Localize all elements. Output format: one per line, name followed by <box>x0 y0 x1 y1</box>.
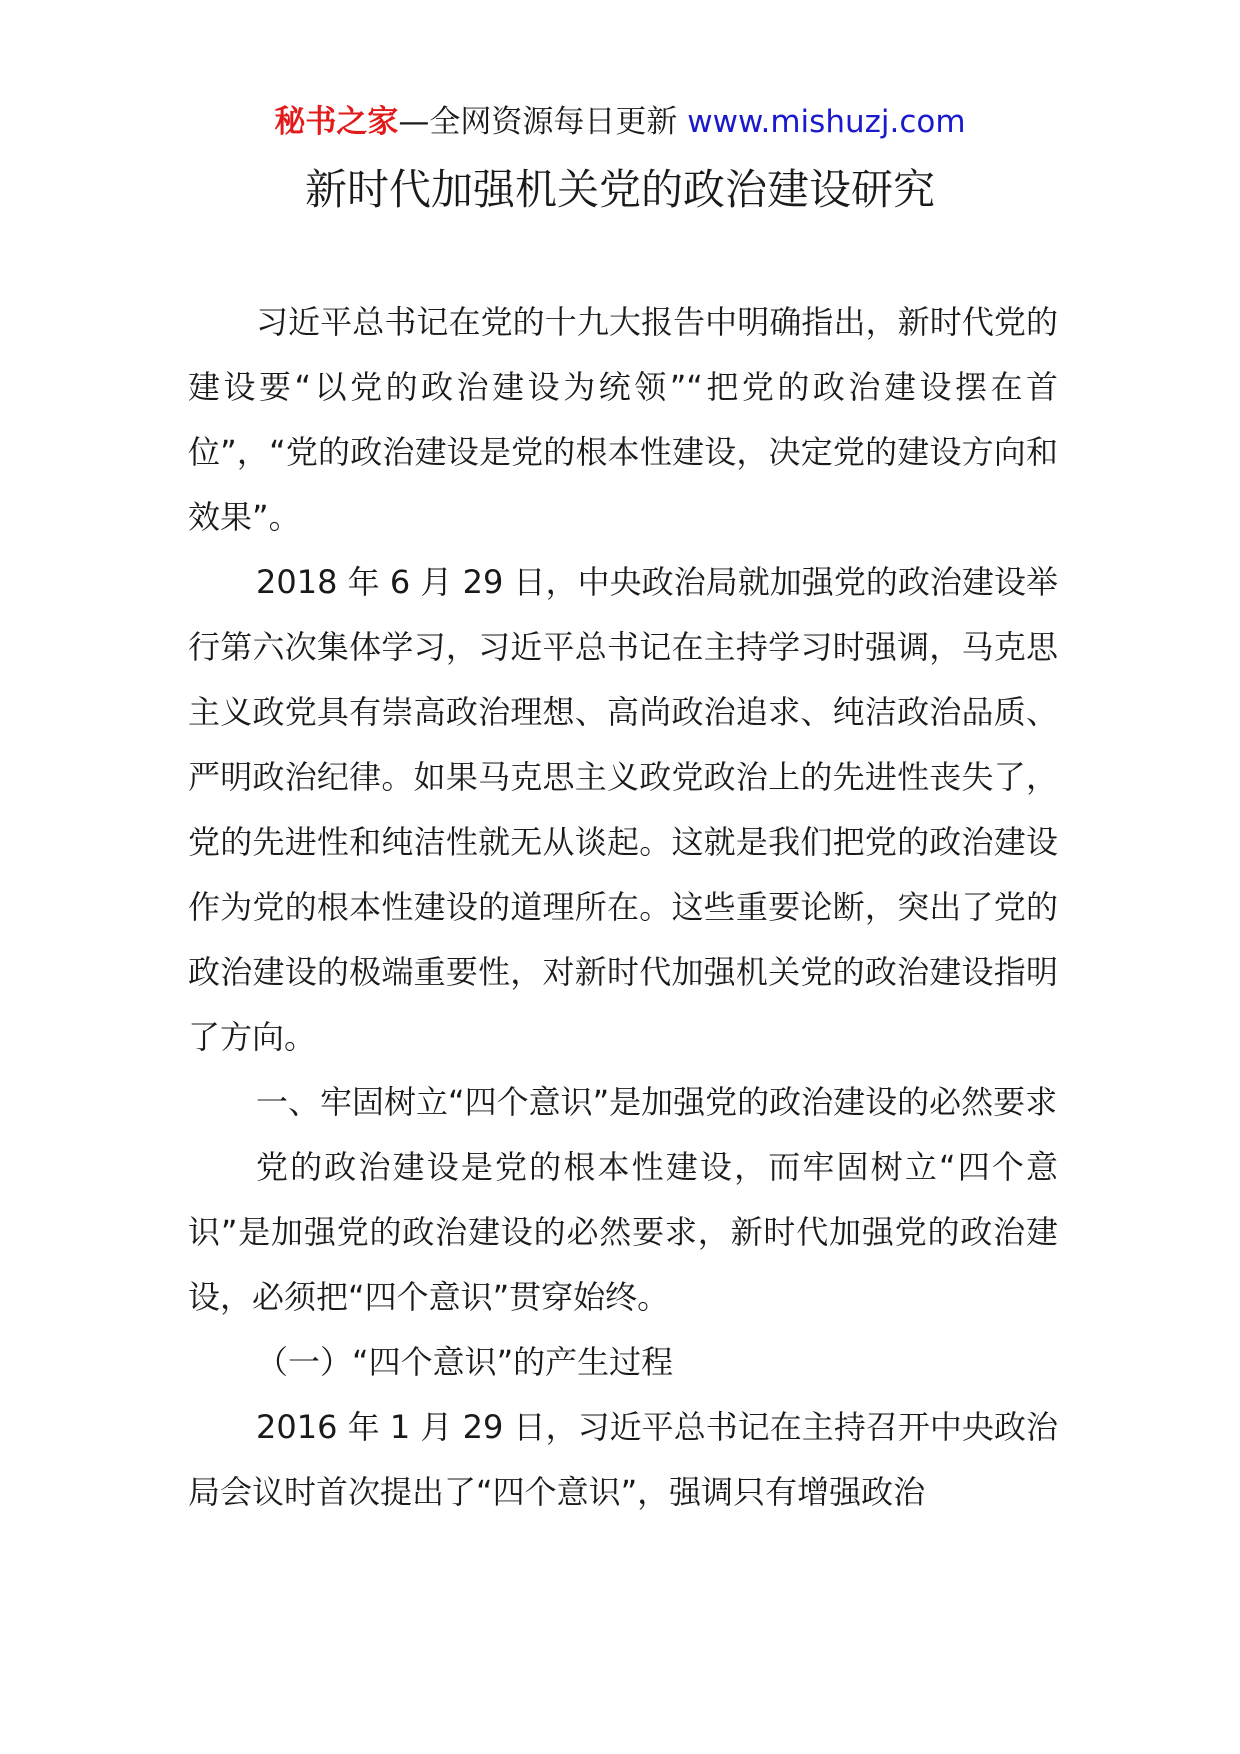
paragraph-origin: 2016 年 1 月 29 日，习近平总书记在主持召开中央政治局会议时首次提出了“四个意识”，强调只有增强政治 <box>188 1408 1058 1511</box>
document-body <box>188 290 1058 1525</box>
brand-name: 秘书之家 <box>274 104 399 140</box>
paragraph-intro: 习近平总书记在党的十九大报告中明确指出，新时代党的建设要“以党的政治建设为统领”“把党的政治建设摆在首位”，“党的政治建设是党的根本性建设，决定党的建设方向和效果”。 <box>188 303 1058 536</box>
site-header <box>0 100 1240 144</box>
subsection-heading-1: （一）“四个意识”的产生过程 <box>256 1343 674 1381</box>
site-url-link[interactable]: www.mishuzj.com <box>687 104 966 140</box>
document-title: 新时代加强机关党的政治建设研究 <box>304 165 935 214</box>
header-slogan: —全网资源每日更新 <box>398 104 688 140</box>
paragraph-study-session: 2018 年 6 月 29 日，中央政治局就加强党的政治建设举行第六次集体学习，习近平总书记在主持学习时强调，马克思主义政党具有崇高政治理想、高尚政治追求、纯洁政治品质、严明政治纪律。如果马克思主义政党政治上的先进性丧失了，党的先进性和纯洁性就无从谈起。这就是我们把党的政治建设作为党的根本性建设的道理所在。这些重要论断，突出了党的政治建设的极端重要性，对新时代加强机关党的政治建设指明了方向。 <box>188 563 1058 1056</box>
paragraph-four-consciousness: 党的政治建设是党的根本性建设，而牢固树立“四个意识”是加强党的政治建设的必然要求，新时代加强党的政治建设，必须把“四个意识”贯穿始终。 <box>188 1148 1058 1316</box>
section-heading-1: 一、牢固树立“四个意识”是加强党的政治建设的必然要求 <box>256 1083 1058 1121</box>
